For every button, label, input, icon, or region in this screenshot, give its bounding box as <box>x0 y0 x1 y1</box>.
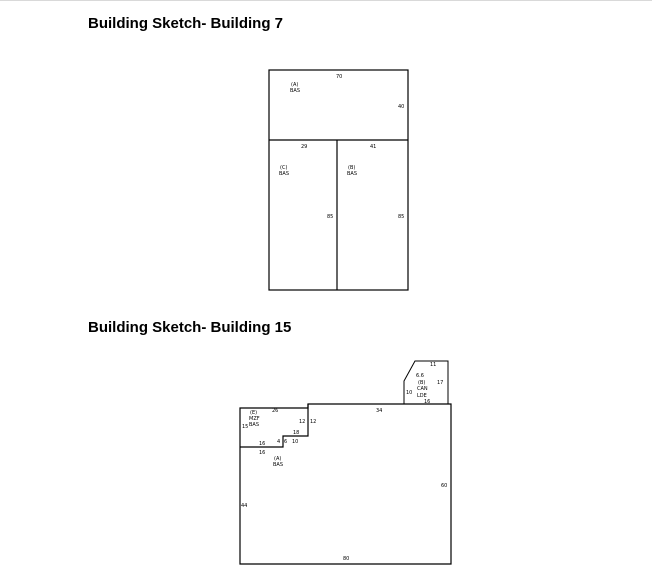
building-7-sketch <box>269 70 408 290</box>
building-15-heading: Building Sketch- Building 15 <box>88 319 292 336</box>
b7-top-width: 70 <box>336 74 343 80</box>
b15-e-right-outer: 12 <box>310 419 317 425</box>
b15-a-code: BAS <box>273 462 284 468</box>
b15-main-outline <box>240 404 451 564</box>
b7-b-height: 85 <box>398 214 405 220</box>
b15-can-right: 17 <box>437 380 444 386</box>
b7-c-height: 85 <box>327 214 334 220</box>
building-7-outline <box>269 70 408 290</box>
b15-main-right: 60 <box>441 483 448 489</box>
b15-can-bottom: 16 <box>424 399 431 405</box>
b7-b-id: (B) <box>348 165 356 171</box>
b7-b-width: 41 <box>370 144 377 150</box>
b7-a-id: (A) <box>291 82 299 88</box>
b7-c-code: BAS <box>279 171 290 177</box>
b15-can-top: 11 <box>430 362 437 368</box>
b15-can-angle: 6.6 <box>416 373 424 379</box>
b15-a-id: (A) <box>274 456 282 462</box>
b15-e-left: 15 <box>242 424 249 430</box>
b7-a-height: 40 <box>398 104 405 110</box>
b15-e-code1: MZF <box>249 416 260 422</box>
b15-e-bottom-c: 6 <box>284 439 288 445</box>
b7-c-width: 29 <box>301 144 308 150</box>
b7-a-code: BAS <box>290 88 301 94</box>
b15-e-bottom-a: 16 <box>259 441 266 447</box>
b15-e-code2: BAS <box>249 422 260 428</box>
b15-e-id: (E) <box>250 410 258 416</box>
building-7-heading: Building Sketch- Building 7 <box>88 15 283 32</box>
b15-e-right-inner: 12 <box>299 419 306 425</box>
b15-e-step-h: 18 <box>293 430 300 436</box>
b15-e-below: 16 <box>259 450 266 456</box>
b15-main-top: 34 <box>376 408 383 414</box>
b15-main-bottom: 80 <box>343 556 350 562</box>
b15-main-left: 44 <box>241 503 248 509</box>
b7-c-id: (C) <box>280 165 288 171</box>
b15-can-id: (B) <box>418 380 426 386</box>
b15-can-left: 10 <box>406 390 413 396</box>
b15-e-bottom-b: 4 <box>277 439 281 445</box>
b15-e-step-v: 10 <box>292 439 299 445</box>
b15-can-code2: LDE <box>417 393 427 399</box>
b15-can-code1: CAN <box>417 386 428 392</box>
b7-b-code: BAS <box>347 171 358 177</box>
b15-e-top: 26 <box>272 408 279 414</box>
building-15-sketch <box>240 361 451 564</box>
